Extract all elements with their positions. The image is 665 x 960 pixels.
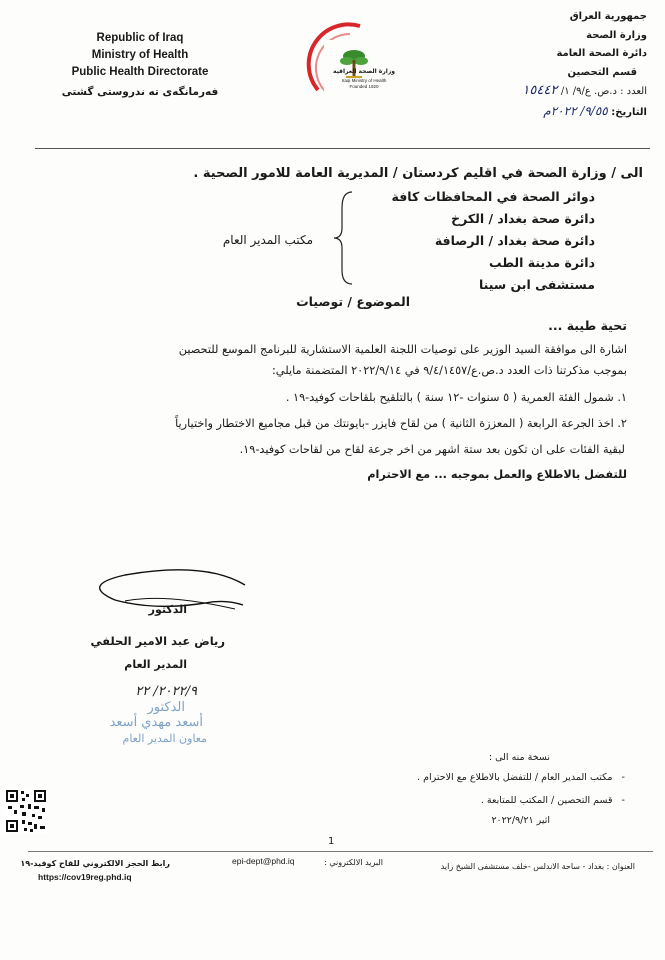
header-kurdish: فەرمانگەی تە ندروستی گشتی [61,86,219,98]
ministry-logo [300,18,415,108]
recipient-rusafa: دائرة صحة بغداد / الرصافة [434,233,595,248]
signature-title: الدكتور [148,603,187,616]
header-en-directorate: Public Health Directorate [71,66,209,78]
copies-bullet: - [612,772,625,783]
copies-item-1 [417,772,625,783]
header-ar-ministry: وزارة الصحة [586,29,647,41]
stamp-name: أسعد مهدي أسعد [109,715,203,730]
body-paragraph-1: اشارة الى موافقة السيد الوزير على توصيات اللجنة العلمية الاستشارية للبرنامج الموسع للتحصين [178,343,627,356]
recipient-to: الى / وزارة الصحة في اقليم كردستان / المديرية العامة للامور الصحية . [193,166,643,181]
date-label: التاريخ: [611,106,647,118]
recipient-governorates: دوائر الصحة في المحافظات كافة [391,189,595,204]
body-item-1: ١. شمول الفئة العمرية ( ٥ سنوات -١٢ سنة ) بالتلقيح بلقاحات كوفيد-١٩ . [285,391,627,404]
copies-initials: اثير ٢٠٢٢/٩/٢١ [491,815,550,826]
body-item-2: ٢. اخذ الجرعة الرابعة ( المعززة الثانية ) من لقاح فايزر -بايونتك من قبل مجاميع الاختطار واختيارياً [175,417,627,430]
closing-line: للتفضل بالاطلاع والعمل بموجبه ... مع الاحترام [367,468,627,481]
footer-divider [28,851,653,852]
greeting: تحية طيبة ... [548,318,627,333]
reference-label: العدد : د.ص. ع/٩/ ١/ [560,86,647,97]
recipient-medical-city: دائرة مدينة الطب [489,255,595,270]
logo-founded: Founded 1920 [349,84,379,89]
footer-email[interactable]: epi-dept@phd.iq [232,856,295,866]
header-ar-department: قسم التحصين [567,66,637,78]
copies-item-1-text: مكتب المدير العام / للتفضل بالاطلاع مع الاحترام . [417,772,613,783]
recipient-karkh: دائرة صحة بغداد / الكرخ [451,211,595,226]
logo-text-en: Iraqi Ministry of Health [341,78,387,83]
signature-name: رياض عبد الامير الحلفي [90,634,225,648]
signature-position: المدير العام [124,658,187,671]
logo-emblem-icon [300,18,415,108]
recipient-office: مكتب المدير العام [222,233,313,247]
logo-text-ar: وزارة الصحة العراقية [332,68,396,75]
copies-heading: نسخة منه الى : [488,752,550,763]
stamp-position: معاون المدير العام [122,732,207,745]
signature-date-handwritten: ٢٠٢٢/٩/ ٢٢ [135,684,197,699]
body-item-2-cont: لبقية الفئات على ان تكون بعد ستة اشهر من اخر جرعة لقاح من لقاحات كوفيد-١٩. [239,443,625,456]
header-ar-directorate: دائرة الصحة العامة [556,48,647,59]
footer-booking-label: رابط الحجز الالكتروني للقاح كوفيد-١٩ [20,859,170,868]
header-en-ministry: Ministry of Health [91,49,189,61]
stamp-title: الدكتور [147,700,185,715]
header-arabic [447,8,647,122]
recipient-ibn-sina: مستشفى ابن سينا [478,277,595,292]
header-en-republic: Republic of Iraq [96,32,184,44]
footer-email-label: البريد الالكتروني : [324,858,383,867]
header-english [60,30,220,81]
copies-item-2-text: قسم التحصين / المكتب للمتابعة . [480,795,613,806]
date-handwritten: ٩/٥٥/ ٢٠٢٢م [543,103,608,118]
recipient-brace [330,188,360,288]
reference-number [447,82,647,102]
page-number: 1 [328,836,335,847]
subject: الموضوع / توصيات [296,294,410,309]
footer-address: العنوان : بغداد - ساحة الاندلس -خلف مستشفى الشيخ زايد [440,862,635,871]
header-divider [35,148,650,149]
reference-handwritten: ١٥٤٤٢ [522,83,558,98]
document-date [447,102,647,123]
footer-booking-url[interactable]: https://cov19reg.phd.iq [38,872,132,882]
copies-bullet: - [612,795,625,806]
qr-code-icon [4,788,48,834]
copies-item-2 [481,795,625,806]
body-paragraph-2: بموجب مذكرتنا ذات العدد د.ص.ع/٩/٤/١٤٥٧ في ٢٠٢٢/٩/١٤ المتضمنة مايلي: [272,364,627,377]
header-ar-republic: جمهورية العراق [569,11,647,22]
